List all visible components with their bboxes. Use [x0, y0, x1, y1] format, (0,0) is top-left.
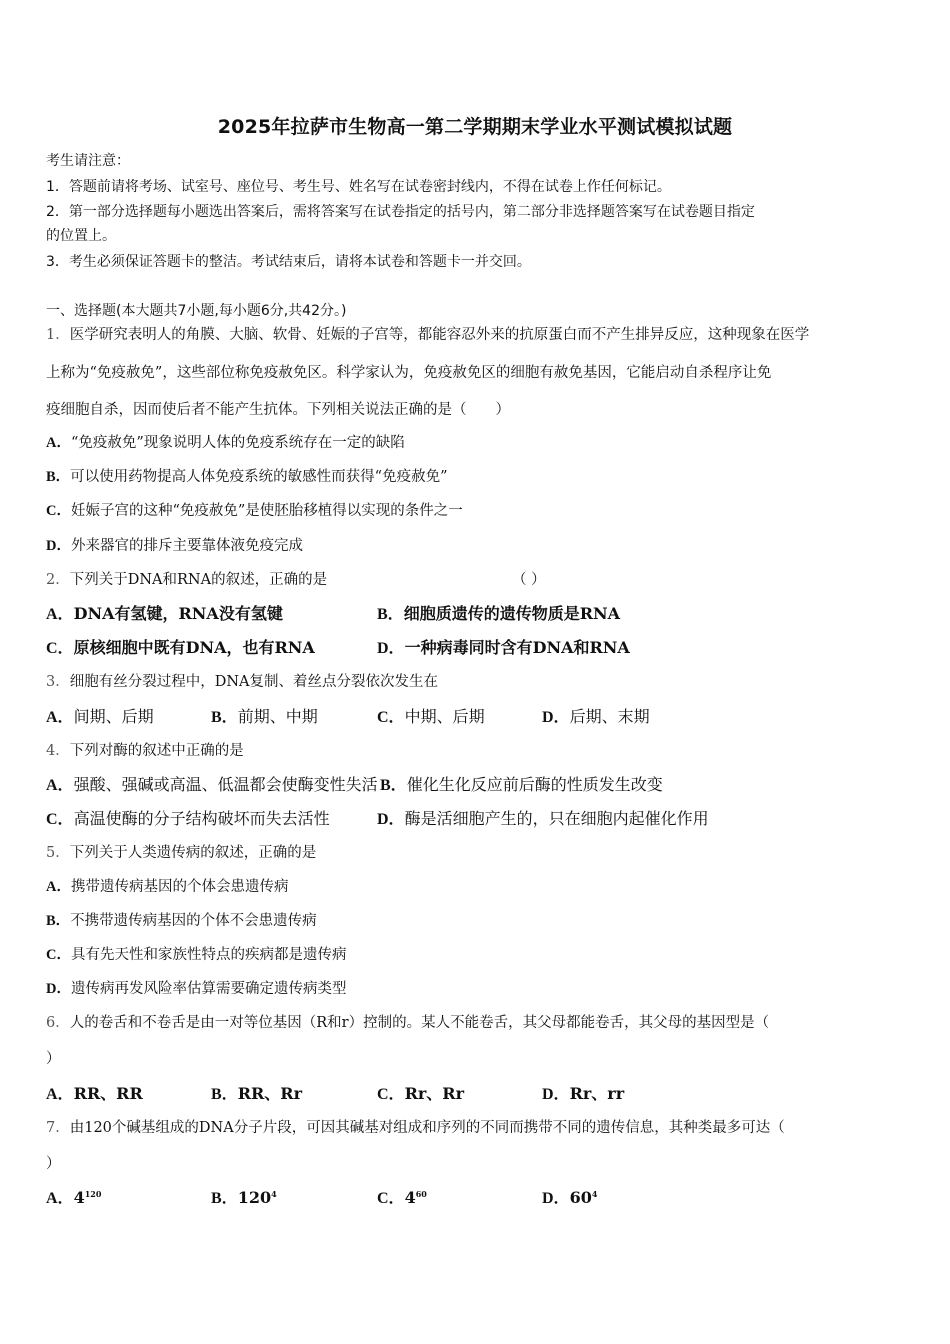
option-label: D． — [542, 1190, 570, 1207]
question-4-stem — [46, 741, 244, 761]
option-label: C． — [377, 1190, 405, 1207]
question-7-option-c — [377, 1188, 427, 1209]
option-text: 不携带遗传病基因的个体不会患遗传病 — [70, 913, 317, 929]
question-1-stem-line-2: 上称为“免疫赦免”，这些部位称免疫赦免区。科学家认为，免疫赦免区的细胞有赦免基因，它能启动自杀程序让免 — [46, 365, 772, 381]
option-base: 60 — [569, 1188, 592, 1207]
option-text: 携带遗传病基因的个体会患遗传病 — [70, 879, 289, 895]
option-text: “免疫赦免”现象说明人体的免疫系统存在一定的缺陷 — [70, 435, 405, 451]
option-label: C． — [46, 503, 71, 519]
question-2-option-b — [377, 604, 620, 625]
question-6-option-d — [542, 1084, 624, 1105]
option-text: 后期、末期 — [569, 707, 650, 726]
question-5-option-d — [46, 979, 346, 999]
option-label: B． — [377, 606, 404, 623]
option-label: B． — [46, 913, 71, 929]
question-2-option-c — [46, 638, 315, 659]
option-label: B． — [211, 1086, 238, 1103]
question-5-option-b — [46, 911, 317, 931]
question-2-option-d — [377, 638, 630, 659]
question-7-stem-end: ） — [46, 1156, 61, 1172]
question-1-option-c — [46, 501, 463, 521]
option-label: A． — [46, 879, 71, 895]
option-text: DNA有氢键，RNA没有氢键 — [73, 604, 283, 623]
question-text: 由120个碱基组成的DNA分子片段，可因其碱基对组成和序列的不同而携带不同的遗传信息，其种类最多可达（ — [69, 1120, 785, 1136]
question-number: 3． — [46, 674, 70, 690]
option-label: C． — [377, 1086, 405, 1103]
option-base: 4 — [73, 1188, 85, 1207]
option-text: 具有先天性和家族性特点的疾病都是遗传病 — [70, 947, 347, 963]
question-1-option-a — [46, 433, 405, 453]
question-6-stem-end: ） — [46, 1051, 61, 1067]
question-4-option-c — [46, 809, 330, 830]
option-label: A． — [46, 1086, 74, 1103]
question-text: 下列对酶的叙述中正确的是 — [69, 743, 244, 759]
option-label: C． — [46, 811, 74, 828]
option-label: C． — [377, 709, 405, 726]
question-number: 1． — [46, 327, 70, 343]
question-3-option-a — [46, 707, 154, 728]
option-label: D． — [46, 538, 71, 554]
notice-item-1: 1．答题前请将考场、试室号、座位号、考生号、姓名写在试卷密封线内，不得在试卷上作任何标记。 — [46, 179, 671, 195]
option-exponent: 60 — [415, 1189, 427, 1199]
section-heading: 一、选择题(本大题共7小题,每小题6分,共42分。) — [46, 303, 347, 319]
option-label: A． — [46, 1190, 74, 1207]
option-text: Rr、rr — [569, 1084, 625, 1103]
question-1-option-d — [46, 536, 303, 556]
option-base: 120 — [237, 1188, 272, 1207]
option-exponent: 120 — [84, 1189, 102, 1199]
option-text: 强酸、强碱或高温、低温都会使酶变性失活 — [73, 775, 378, 794]
question-4-option-a — [46, 775, 378, 796]
question-text: 人的卷舌和不卷舌是由一对等位基因（R和r）控制的。某人不能卷舌，其父母都能卷舌，其父母的基因型是（ — [69, 1015, 770, 1031]
option-text: 原核细胞中既有DNA，也有RNA — [73, 638, 315, 657]
question-1-stem-line-3: 疫细胞自杀，因而使后者不能产生抗体。下列相关说法正确的是（ ） — [46, 402, 510, 418]
option-label: D． — [542, 709, 570, 726]
option-label: B． — [46, 469, 71, 485]
question-6-stem — [46, 1013, 769, 1033]
notice-heading: 考生请注意： — [46, 153, 130, 169]
question-1-stem-line-1 — [46, 325, 809, 345]
question-5-option-a — [46, 877, 288, 897]
option-text: 前期、中期 — [237, 707, 318, 726]
notice-item-2: 2．第一部分选择题每小题选出答案后，需将答案写在试卷指定的括号内，第二部分非选择题答案写在试卷题目指定 — [46, 204, 755, 220]
question-number: 7． — [46, 1120, 70, 1136]
question-5-option-c — [46, 945, 346, 965]
question-2-option-a — [46, 604, 283, 625]
option-text: Rr、Rr — [404, 1084, 465, 1103]
question-number: 5． — [46, 845, 70, 861]
option-label: B． — [211, 709, 238, 726]
option-text: RR、Rr — [237, 1084, 303, 1103]
question-3-option-c — [377, 707, 485, 728]
option-label: B． — [380, 777, 407, 794]
option-text: 中期、后期 — [404, 707, 485, 726]
option-text: 妊娠子宫的这种“免疫赦免”是使胚胎移植得以实现的条件之一 — [70, 503, 463, 519]
option-exponent: 4 — [271, 1189, 277, 1199]
question-number: 2． — [46, 572, 70, 588]
option-label: A． — [46, 709, 74, 726]
option-label: C． — [46, 947, 71, 963]
option-label: D． — [542, 1086, 570, 1103]
option-text: 催化生化反应前后酶的性质发生改变 — [406, 775, 663, 794]
question-6-option-a — [46, 1084, 143, 1105]
option-label: D． — [377, 811, 405, 828]
option-label: A． — [46, 606, 74, 623]
question-7-option-d — [542, 1188, 597, 1209]
option-text: 外来器官的排斥主要靠体液免疫完成 — [70, 538, 303, 554]
option-base: 4 — [404, 1188, 416, 1207]
question-7-option-a — [46, 1188, 101, 1209]
option-label: A． — [46, 777, 74, 794]
document-title: 2025年拉萨市生物高一第二学期期末学业水平测试模拟试题 — [217, 116, 733, 138]
question-text: 细胞有丝分裂过程中，DNA复制、着丝点分裂依次发生在 — [69, 674, 439, 690]
option-text: 酶是活细胞产生的，只在细胞内起催化作用 — [404, 809, 709, 828]
notice-item-3: 3．考生必须保证答题卡的整洁。考试结束后，请将本试卷和答题卡一并交回。 — [46, 254, 531, 270]
question-number: 4． — [46, 743, 70, 759]
question-4-option-b — [380, 775, 663, 796]
option-label: A． — [46, 435, 71, 451]
notice-item-2-cont: 的位置上。 — [46, 228, 116, 244]
option-text: RR、RR — [73, 1084, 143, 1103]
question-number: 6． — [46, 1015, 70, 1031]
question-6-option-c — [377, 1084, 464, 1105]
question-4-option-d — [377, 809, 709, 830]
question-6-option-b — [211, 1084, 302, 1105]
question-text: 下列关于DNA和RNA的叙述，正确的是 — [69, 572, 328, 588]
option-label: D． — [46, 981, 71, 997]
question-3-option-b — [211, 707, 318, 728]
question-7-stem — [46, 1118, 785, 1138]
option-text: 遗传病再发风险率估算需要确定遗传病类型 — [70, 981, 347, 997]
option-label: C． — [46, 640, 74, 657]
option-text: 间期、后期 — [73, 707, 154, 726]
option-text: 细胞质遗传的遗传物质是RNA — [403, 604, 621, 623]
option-label: D． — [377, 640, 405, 657]
question-1-option-b — [46, 467, 448, 487]
question-2-stem — [46, 570, 327, 590]
option-exponent: 4 — [591, 1189, 598, 1199]
option-text: 高温使酶的分子结构破坏而失去活性 — [73, 809, 330, 828]
question-5-stem — [46, 843, 316, 863]
option-text: 可以使用药物提高人体免疫系统的敏感性而获得“免疫赦免” — [70, 469, 448, 485]
option-label: B． — [211, 1190, 238, 1207]
question-7-option-b — [211, 1188, 277, 1209]
question-2-bracket: （ ） — [512, 572, 546, 588]
question-3-stem — [46, 672, 438, 692]
question-text: 医学研究表明人的角膜、大脑、软骨、妊娠的子宫等，都能容忍外来的抗原蛋白而不产生排异反应，这种现象在医学 — [69, 327, 810, 343]
question-3-option-d — [542, 707, 650, 728]
option-text: 一种病毒同时含有DNA和RNA — [404, 638, 630, 657]
question-text: 下列关于人类遗传病的叙述，正确的是 — [69, 845, 317, 861]
